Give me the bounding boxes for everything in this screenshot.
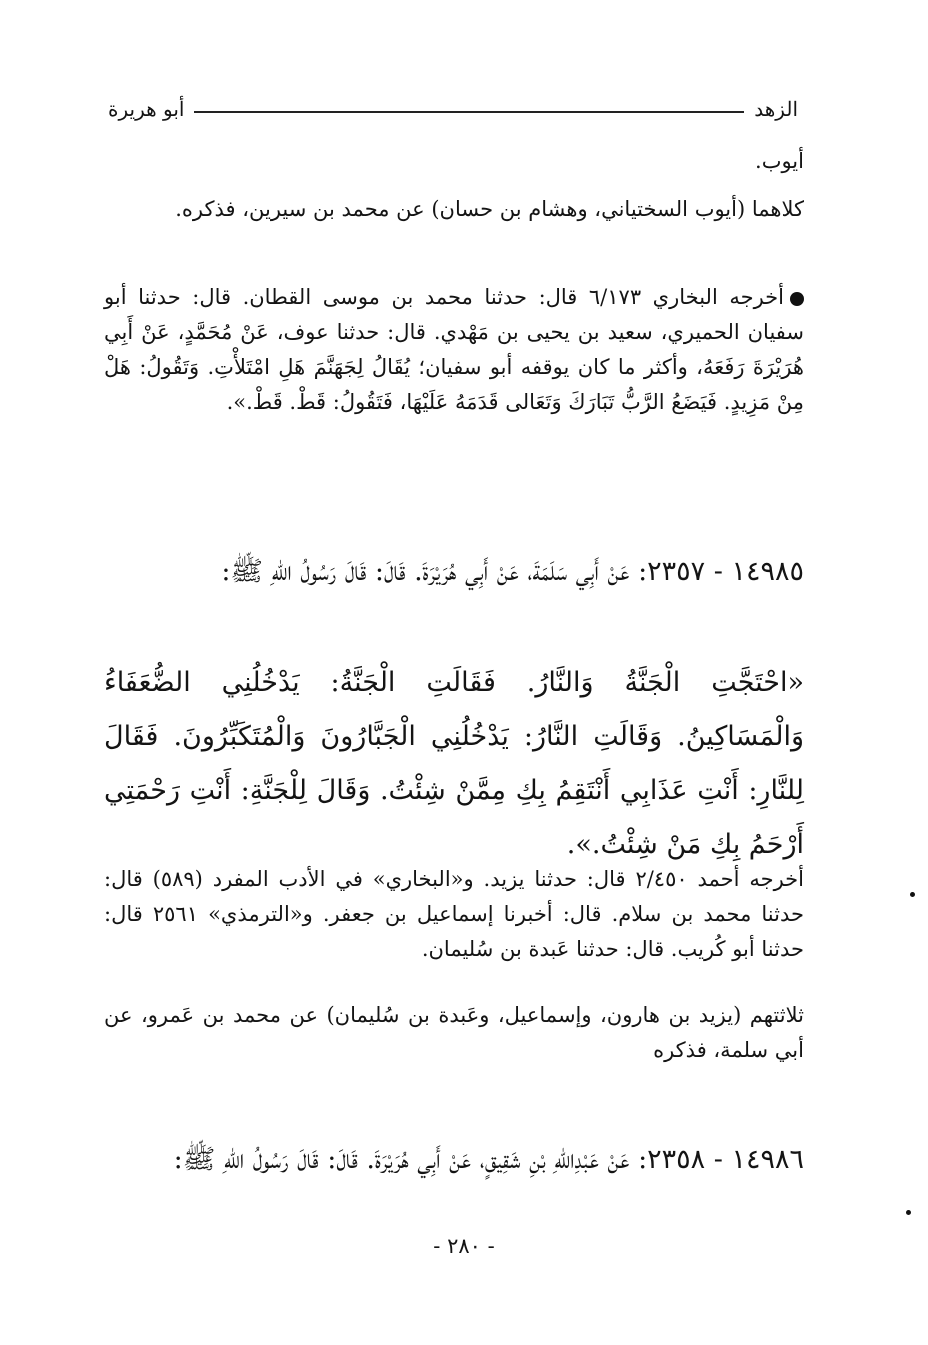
takhrij-14985-text: أخرجه أحمد ٢/٤٥٠ قال: حدثنا يزيد. و«البخاري» في الأدب المفرد (٥٨٩) قال: حدثنا محمد بن سلام. قال: أخبرنا إسماعيل بن جعفر. و«الترمذي» ٢٥٦١ قال: حدثنا أبو كُريب. قال: حدثنا عَبدة بن سُليمان. xyxy=(104,867,804,961)
hadith-14985-body: «احْتَجَّتِ الْجَنَّةُ وَالنَّارُ. فَقَالَتِ الْجَنَّةُ: يَدْخُلُنِي الضُّعَفَاءُ وَالْمَسَاكِينُ. وَقَالَتِ النَّارُ: يَدْخُلُنِي الْجَبَّارُونَ وَالْمُتَكَبِّرُونَ. فَقَالَ لِلنَّارِ: أَنْتِ عَذَابِي أَنْتَقِمُ بِكِ مِمَّنْ شِئْتُ. وَقَالَ لِلْجَنَّةِ: أَنْتِ رَحْمَتِي أَرْحَمُ بِكِ مَنْ شِئْتُ.». xyxy=(104,667,804,860)
hadith-14986-heading xyxy=(104,1133,804,1187)
hadith-14986-heading-text: ١٤٩٨٦ - ٢٣٥٨: عَنْ عَبْدِاللهِ بْنِ شَقِيقٍ، عَنْ أَبِي هُرَيْرَةَ. قَالَ: قَالَ رَسُولُ اللهِ ﷺ: xyxy=(173,1144,804,1175)
bukhari-reference xyxy=(104,280,804,420)
scan-mark xyxy=(910,892,915,897)
bullet-icon xyxy=(790,292,804,306)
page-number: - ٢٨٠ - xyxy=(433,1234,495,1258)
book-title: الزهد xyxy=(754,97,798,121)
section-title: أبو هريرة xyxy=(108,97,185,121)
hadith-14985-text xyxy=(104,656,804,872)
source-note-2-text: ثلاثتهم (يزيد بن هارون، وإسماعيل، وعَبدة بن سُليمان) عن محمد بن عَمرو، عن أبي سلمة، فذكره xyxy=(104,1003,804,1062)
scan-mark xyxy=(906,1210,911,1215)
continuation-text: أيوب. xyxy=(755,149,804,173)
takhrij-14985 xyxy=(104,862,804,967)
header-rule xyxy=(194,111,744,113)
source-note-1-text: كلاهما (أيوب السختياني، وهشام بن حسان) عن محمد بن سيرين، فذكره. xyxy=(175,197,804,221)
bukhari-reference-paragraph xyxy=(104,280,804,420)
source-note-1 xyxy=(104,192,804,227)
hadith-14985-heading-text: ١٤٩٨٥ - ٢٣٥٧: عَنْ أَبِي سَلَمَةَ، عَنْ أَبِي هُرَيْرَةَ. قَالَ: قَالَ رَسُولُ اللهِ ﷺ: xyxy=(221,556,804,587)
hadith-14985-heading xyxy=(104,545,804,599)
bukhari-reference-text: أخرجه البخاري ٦/١٧٣ قال: حدثنا محمد بن موسى القطان. قال: حدثنا أبو سفيان الحميري، سعيد بن يحيى بن مَهْدي. قال: حدثنا عوف، عَنْ مُحَمَّدٍ، عَنْ أَبِي هُرَيْرَةَ رَفَعَهُ، وأكثر ما كان يوقفه أبو سفيان؛ يُقَالُ لِجَهَنَّمَ هَلِ امْتَلأْتِ. وَتَقُولُ: هَلْ مِنْ مَزِيدٍ. فَيَضَعُ الرَّبُّ تَبَارَكَ وَتَعَالى قَدَمَهُ عَلَيْهَا، فَتَقُولُ: قَطْ. قَطْ.». xyxy=(104,285,804,414)
source-note-2 xyxy=(104,998,804,1068)
continuation-line xyxy=(104,144,804,179)
running-header xyxy=(108,92,798,126)
